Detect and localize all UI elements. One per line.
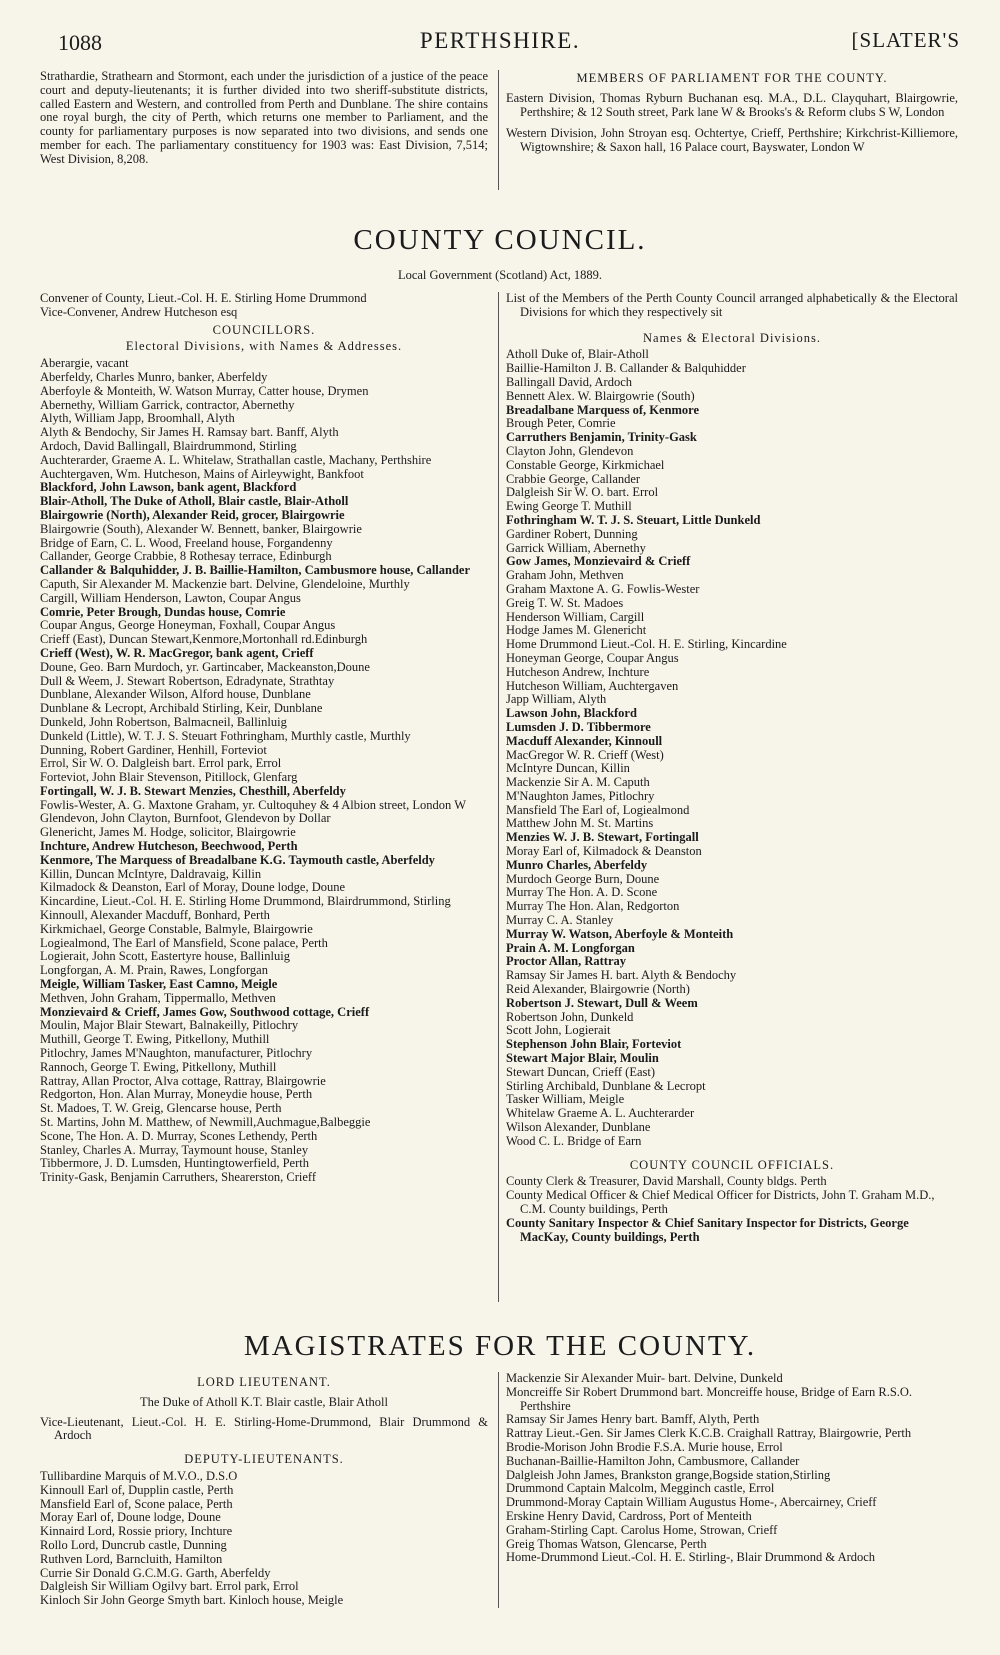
division-entry: Trinity-Gask, Benjamin Carruthers, Shearerston, Crieff bbox=[40, 1170, 316, 1185]
member-entry: Macduff Alexander, Kinnoull bbox=[506, 733, 663, 748]
deputy-entry: Brodie-Morison John Brodie F.S.A. Murie house, Errol bbox=[506, 1439, 783, 1454]
division-entry: Auchterarder, Graeme A. L. Whitelaw, Strathallan castle, Machany, Perthshire bbox=[40, 452, 432, 467]
member-entry: Murray The Hon. Alan, Redgorton bbox=[506, 899, 680, 914]
deputy-entry: Greig Thomas Watson, Glencarse, Perth bbox=[506, 1536, 707, 1551]
member-entry: Constable George, Kirkmichael bbox=[506, 457, 665, 472]
division-entry: Moulin, Major Blair Stewart, Balnakeilly, Pitlochry bbox=[40, 1018, 299, 1033]
division-entry: Dull & Weem, J. Stewart Robertson, Edradynate, Strathtay bbox=[40, 673, 335, 688]
division-entry: Kinnoull, Alexander Macduff, Bonhard, Perth bbox=[40, 908, 270, 923]
member-entry: Wilson Alexander, Dunblane bbox=[506, 1120, 651, 1135]
division-entry: Stanley, Charles A. Murray, Taymount house, Stanley bbox=[40, 1142, 309, 1157]
electoral-divisions-list bbox=[40, 357, 488, 1185]
division-entry: Alyth, William Japp, Broomhall, Alyth bbox=[40, 411, 235, 426]
member-entry: Moray Earl of, Kilmadock & Deanston bbox=[506, 844, 702, 859]
deputy-entry: Drummond Captain Malcolm, Megginch castle, Errol bbox=[506, 1481, 775, 1496]
names-heading: Names & Electoral Divisions. bbox=[643, 330, 821, 345]
division-entry: Aberfeldy, Charles Munro, banker, Aberfeldy bbox=[40, 369, 268, 384]
division-entry: Dunkeld, John Robertson, Balmacneil, Ballinluig bbox=[40, 714, 287, 729]
division-entry: Logiealmond, The Earl of Mansfield, Scone palace, Perth bbox=[40, 935, 328, 950]
division-entry: Aberfoyle & Monteith, W. Watson Murray, Catter house, Drymen bbox=[40, 383, 369, 398]
member-entry: Carruthers Benjamin, Trinity-Gask bbox=[506, 430, 697, 445]
division-entry: Alyth & Bendochy, Sir James H. Ramsay bart. Banff, Alyth bbox=[40, 425, 339, 440]
deputy-entry: Currie Sir Donald G.C.M.G. Garth, Aberfeldy bbox=[40, 1565, 271, 1580]
division-entry: Pitlochry, James M'Naughton, manufacturer, Pitlochry bbox=[40, 1046, 313, 1061]
member-entry: Mackenzie Sir A. M. Caputh bbox=[506, 775, 650, 790]
division-entry: Blair-Atholl, The Duke of Atholl, Blair castle, Blair-Atholl bbox=[40, 494, 349, 509]
convener: Convener of County, Lieut.-Col. H. E. Stirling Home Drummond bbox=[40, 291, 367, 305]
member-entry: Honeyman George, Coupar Angus bbox=[506, 650, 679, 665]
member-entry: Stirling Archibald, Dunblane & Lecropt bbox=[506, 1078, 706, 1093]
deputy-entry: Home-Drummond Lieut.-Col. H. E. Stirling-, Blair Drummond & Ardoch bbox=[506, 1550, 876, 1565]
deputy-entry: Moray Earl of, Doune lodge, Doune bbox=[40, 1510, 221, 1525]
member-entry: Munro Charles, Aberfeldy bbox=[506, 857, 648, 872]
division-entry: Inchture, Andrew Hutcheson, Beechwood, Perth bbox=[40, 839, 298, 854]
council-right-column bbox=[506, 292, 958, 1244]
deputy-entry: Dalgleish John James, Brankston grange,Bogside station,Stirling bbox=[506, 1467, 831, 1482]
member-entry: Graham John, Methven bbox=[506, 568, 624, 583]
official-entry: County Clerk & Treasurer, David Marshall, County bldgs. Perth bbox=[506, 1174, 827, 1189]
magistrates-right-column bbox=[506, 1372, 958, 1565]
member-entry: Mansfield The Earl of, Logiealmond bbox=[506, 802, 690, 817]
division-entry: Methven, John Graham, Tippermallo, Methven bbox=[40, 990, 276, 1005]
intro-text: Strathardie, Strathearn and Stormont, each under the jurisdiction of a justice of the peace court and deputy-lieutenants; it is further divided into two sheriff-substitute districts, called Eastern and Western, and controlled from Perth and Dunblane. The shire contains one royal burgh, the city of Perth, which returns one member to Parliament, and the county for parliamentary purposes is now separated into two divisions, and sends one member for each. The parliamentary constituency for 1903 was: East Division, 7,514; West Division, 8,208. bbox=[40, 69, 488, 166]
magistrates-title: MAGISTRATES FOR THE COUNTY. bbox=[243, 1330, 757, 1362]
division-entry: Meigle, William Tasker, East Camno, Meigle bbox=[40, 977, 278, 992]
member-entry: Dalgleish Sir W. O. bart. Errol bbox=[506, 485, 659, 500]
division-entry: Crieff (West), W. R. MacGregor, bank agent, Crieff bbox=[40, 645, 314, 660]
official-entry: County Sanitary Inspector & Chief Sanitary Inspector for Districts, George MacKay, County buildings, Perth bbox=[506, 1215, 909, 1244]
division-entry: St. Madoes, T. W. Greig, Glencarse house, Perth bbox=[40, 1101, 282, 1116]
division-entry: Coupar Angus, George Honeyman, Foxhall, Coupar Angus bbox=[40, 618, 336, 633]
division-entry: Kincardine, Lieut.-Col. H. E. Stirling Home Drummond, Blairdrummond, Stirling bbox=[40, 894, 451, 909]
column-divider bbox=[498, 1372, 499, 1608]
deputy-heading: DEPUTY-LIEUTENANTS. bbox=[184, 1452, 344, 1467]
division-entry: Glenericht, James M. Hodge, solicitor, Blairgowrie bbox=[40, 825, 296, 840]
division-entry: Monzievaird & Crieff, James Gow, Southwood cottage, Crieff bbox=[40, 1004, 370, 1019]
member-entry: Crabbie George, Callander bbox=[506, 471, 641, 486]
deputy-entry: Drummond-Moray Captain William Augustus Home-, Abercairney, Crieff bbox=[506, 1495, 877, 1510]
members-list-intro: List of the Members of the Perth County Council arranged alphabetically & the Electoral Divisions for which they respectively sit bbox=[506, 291, 958, 319]
division-entry: Kirkmichael, George Constable, Balmyle, Blairgowrie bbox=[40, 921, 313, 936]
council-left-column bbox=[40, 292, 488, 1185]
division-entry: Tibbermore, J. D. Lumsden, Huntingtowerfield, Perth bbox=[40, 1156, 309, 1171]
member-entry: Robertson J. Stewart, Dull & Weem bbox=[506, 995, 698, 1010]
divisions-heading: Electoral Divisions, with Names & Addresses. bbox=[125, 339, 403, 354]
division-entry: Doune, Geo. Barn Murdoch, yr. Gartincaber, Mackeanston,Doune bbox=[40, 659, 370, 674]
division-entry: Fortingall, W. J. B. Stewart Menzies, Chesthill, Aberfeldy bbox=[40, 783, 346, 798]
member-entry: Baillie-Hamilton J. B. Callander & Balquhidder bbox=[506, 361, 746, 376]
deputy-entry: Dalgleish Sir William Ogilvy bart. Errol park, Errol bbox=[40, 1579, 299, 1594]
division-entry: Dunkeld (Little), W. T. J. S. Steuart Fothringham, Murthly castle, Murthly bbox=[40, 728, 411, 743]
member-entry: Robertson John, Dunkeld bbox=[506, 1009, 634, 1024]
division-entry: Forteviot, John Blair Stevenson, Pitillock, Glenfarg bbox=[40, 770, 298, 785]
mps-heading: MEMBERS OF PARLIAMENT FOR THE COUNTY. bbox=[576, 71, 888, 85]
division-entry: Errol, Sir W. O. Dalgleish bart. Errol park, Errol bbox=[40, 756, 282, 771]
member-entry: Garrick William, Abernethy bbox=[506, 540, 646, 555]
member-entry: Matthew John M. St. Martins bbox=[506, 816, 654, 831]
member-entry: Brough Peter, Comrie bbox=[506, 416, 616, 431]
deputy-entry: Ramsay Sir James Henry bart. Bamff, Alyth, Perth bbox=[506, 1412, 760, 1427]
deputies-left-list bbox=[40, 1470, 488, 1608]
column-divider bbox=[498, 292, 499, 1302]
division-entry: Rattray, Allan Proctor, Alva cottage, Rattray, Blairgowrie bbox=[40, 1073, 326, 1088]
member-entry: Lumsden J. D. Tibbermore bbox=[506, 719, 651, 734]
member-entry: Murdoch George Burn, Doune bbox=[506, 871, 660, 886]
vice-convener: Vice-Convener, Andrew Hutcheson esq bbox=[40, 304, 238, 319]
lord-lieutenant: The Duke of Atholl K.T. Blair castle, Blair Atholl bbox=[140, 1394, 388, 1409]
division-entry: Abernethy, William Garrick, contractor, Abernethy bbox=[40, 397, 295, 412]
deputy-entry: Tullibardine Marquis of M.V.O., D.S.O bbox=[40, 1468, 238, 1483]
deputy-entry: Rattray Lieut.-Gen. Sir James Clerk K.C.B. Craighall Rattray, Blairgowrie, Perth bbox=[506, 1426, 912, 1441]
member-entry: Henderson William, Cargill bbox=[506, 609, 645, 624]
page-header bbox=[40, 26, 960, 60]
member-entry: Wood C. L. Bridge of Earn bbox=[506, 1133, 642, 1148]
column-divider bbox=[498, 70, 499, 190]
member-entry: Scott John, Logierait bbox=[506, 1023, 611, 1038]
member-entry: Gow James, Monzievaird & Crieff bbox=[506, 554, 691, 569]
division-entry: Muthill, George T. Ewing, Pitkellony, Muthill bbox=[40, 1032, 270, 1047]
member-entry: Bennett Alex. W. Blairgowrie (South) bbox=[506, 388, 695, 403]
members-of-parliament bbox=[506, 68, 958, 155]
deputy-entry: Erskine Henry David, Cardross, Port of Menteith bbox=[506, 1508, 752, 1523]
deputy-entry: Mackenzie Sir Alexander Muir- bart. Delvine, Dunkeld bbox=[506, 1371, 783, 1385]
member-entry: Greig T. W. St. Madoes bbox=[506, 595, 624, 610]
division-entry: Aberargie, vacant bbox=[40, 356, 129, 371]
intro-paragraph bbox=[40, 70, 488, 167]
division-entry: Logierait, John Scott, Eastertyre house, Ballinluig bbox=[40, 949, 290, 964]
division-entry: Fowlis-Wester, A. G. Maxtone Graham, yr. Cultoquhey & 4 Albion street, London W bbox=[40, 797, 466, 812]
division-entry: Crieff (East), Duncan Stewart,Kenmore,Mortonhall rd.Edinburgh bbox=[40, 632, 368, 647]
division-entry: Kenmore, The Marquess of Breadalbane K.G. Taymouth castle, Aberfeldy bbox=[40, 852, 435, 867]
member-entry: Gardiner Robert, Dunning bbox=[506, 526, 638, 541]
division-entry: Caputh, Sir Alexander M. Mackenzie bart. Delvine, Glendeloine, Murthly bbox=[40, 576, 410, 591]
member-entry: Murray W. Watson, Aberfoyle & Monteith bbox=[506, 926, 734, 941]
deputy-entry: Graham-Stirling Capt. Carolus Home, Strowan, Crieff bbox=[506, 1522, 778, 1537]
member-entry: Atholl Duke of, Blair-Atholl bbox=[506, 347, 649, 362]
act-reference: Local Government (Scotland) Act, 1889. bbox=[397, 268, 603, 282]
member-entry: MacGregor W. R. Crieff (West) bbox=[506, 747, 664, 762]
member-entry: Stephenson John Blair, Forteviot bbox=[506, 1037, 682, 1052]
deputy-entry: Mansfield Earl of, Scone palace, Perth bbox=[40, 1496, 233, 1511]
page-title: PERTHSHIRE. bbox=[419, 28, 581, 53]
deputy-entry: Ruthven Lord, Barncluith, Hamilton bbox=[40, 1551, 223, 1566]
member-entry: Hodge James M. Glenericht bbox=[506, 623, 647, 638]
member-entry: Fothringham W. T. J. S. Steuart, Little Dunkeld bbox=[506, 512, 761, 527]
member-entry: Hutcheson William, Auchtergaven bbox=[506, 678, 679, 693]
division-entry: Blackford, John Lawson, bank agent, Blackford bbox=[40, 480, 297, 495]
member-entry: Stewart Duncan, Crieff (East) bbox=[506, 1064, 656, 1079]
member-entry: Ewing George T. Muthill bbox=[506, 499, 632, 514]
magistrates-left-column bbox=[40, 1372, 488, 1608]
deputies-right-list bbox=[506, 1372, 958, 1565]
member-entry: Clayton John, Glendevon bbox=[506, 443, 634, 458]
member-entry: Whitelaw Graeme A. L. Auchterarder bbox=[506, 1106, 695, 1121]
member-entry: Breadalbane Marquess of, Kenmore bbox=[506, 402, 700, 417]
division-entry: Redgorton, Hon. Alan Murray, Moneydie house, Perth bbox=[40, 1087, 313, 1102]
division-entry: Rannoch, George T. Ewing, Pitkellony, Muthill bbox=[40, 1059, 277, 1074]
division-entry: Dunning, Robert Gardiner, Henhill, Forteviot bbox=[40, 742, 267, 757]
official-entry: County Medical Officer & Chief Medical Officer for Districts, John T. Graham M.D., C.M. County buildings, Perth bbox=[506, 1188, 935, 1216]
division-entry: Longforgan, A. M. Prain, Rawes, Longforgan bbox=[40, 963, 268, 978]
member-entry: Lawson John, Blackford bbox=[506, 706, 637, 721]
deputy-entry: Kinloch Sir John George Smyth bart. Kinloch house, Meigle bbox=[40, 1593, 344, 1608]
member-entry: Menzies W. J. B. Stewart, Fortingall bbox=[506, 830, 699, 845]
division-entry: Callander, George Crabbie, 8 Rothesay terrace, Edinburgh bbox=[40, 549, 332, 564]
county-council-title: COUNTY COUNCIL. bbox=[353, 224, 647, 256]
page-number: 1088 bbox=[58, 30, 102, 55]
member-entry: Murray C. A. Stanley bbox=[506, 913, 614, 928]
member-entry: Home Drummond Lieut.-Col. H. E. Stirling, Kincardine bbox=[506, 637, 787, 652]
member-entry: Reid Alexander, Blairgowrie (North) bbox=[506, 982, 690, 997]
councillors-heading: COUNCILLORS. bbox=[212, 322, 316, 337]
member-entry: Tasker William, Meigle bbox=[506, 1092, 625, 1107]
deputy-entry: Kinnaird Lord, Rossie priory, Inchture bbox=[40, 1524, 233, 1539]
division-entry: Dunblane, Alexander Wilson, Alford house, Dunblane bbox=[40, 687, 311, 702]
member-entry: Graham Maxtone A. G. Fowlis-Wester bbox=[506, 581, 700, 596]
division-entry: Scone, The Hon. A. D. Murray, Scones Lethendy, Perth bbox=[40, 1128, 318, 1143]
members-list bbox=[506, 348, 958, 1148]
vice-lieutenant: Vice-Lieutenant, Lieut.-Col. H. E. Stirling-Home-Drummond, Blair Drummond & Ardoch bbox=[40, 1414, 488, 1443]
mp-entry: Eastern Division, Thomas Ryburn Buchanan esq. M.A., D.L. Clayquhart, Blairgowrie, Perthshire; & 12 South street, Park lane W & Brooks's & Reform clubs S W, London bbox=[506, 90, 958, 119]
member-entry: Ballingall David, Ardoch bbox=[506, 374, 633, 389]
division-entry: Callander & Balquhidder, J. B. Baillie-Hamilton, Cambusmore house, Callander bbox=[40, 563, 471, 578]
division-entry: Glendevon, John Clayton, Burnfoot, Glendevon by Dollar bbox=[40, 811, 331, 826]
division-entry: Dunblane & Lecropt, Archibald Stirling, Keir, Dunblane bbox=[40, 701, 323, 716]
member-entry: Proctor Allan, Rattray bbox=[506, 954, 627, 969]
member-entry: Japp William, Alyth bbox=[506, 692, 607, 707]
member-entry: Stewart Major Blair, Moulin bbox=[506, 1051, 659, 1066]
division-entry: St. Martins, John M. Matthew, of Newmill,Auchmague,Balbeggie bbox=[40, 1115, 371, 1130]
division-entry: Blairgowrie (North), Alexander Reid, grocer, Blairgowrie bbox=[40, 507, 345, 522]
member-entry: Prain A. M. Longforgan bbox=[506, 940, 635, 955]
member-entry: Murray The Hon. A. D. Scone bbox=[506, 885, 658, 900]
division-entry: Cargill, William Henderson, Lawton, Coupar Angus bbox=[40, 590, 301, 605]
member-entry: McIntyre Duncan, Killin bbox=[506, 761, 630, 776]
division-entry: Ardoch, David Ballingall, Blairdrummond, Stirling bbox=[40, 438, 297, 453]
officials-list bbox=[506, 1175, 958, 1244]
publisher-mark: [SLATER'S bbox=[851, 28, 960, 52]
member-entry: Ramsay Sir James H. bart. Alyth & Bendochy bbox=[506, 968, 737, 983]
member-entry: Hutcheson Andrew, Inchture bbox=[506, 664, 650, 679]
deputy-entry: Buchanan-Baillie-Hamilton John, Cambusmore, Callander bbox=[506, 1453, 800, 1468]
mp-entry: Western Division, John Stroyan esq. Ochtertye, Crieff, Perthshire; Kirkchrist-Killiemore, Wigtownshire; & Saxon hall, 16 Palace court, Bayswater, London W bbox=[506, 126, 958, 155]
division-entry: Blairgowrie (South), Alexander W. Bennett, banker, Blairgowrie bbox=[40, 521, 362, 536]
officials-heading: COUNTY COUNCIL OFFICIALS. bbox=[629, 1157, 835, 1172]
division-entry: Comrie, Peter Brough, Dundas house, Comrie bbox=[40, 604, 286, 619]
division-entry: Killin, Duncan McIntyre, Daldravaig, Killin bbox=[40, 866, 262, 881]
member-entry: M'Naughton James, Pitlochry bbox=[506, 788, 655, 803]
deputy-entry: Kinnoull Earl of, Dupplin castle, Perth bbox=[40, 1482, 234, 1497]
division-entry: Kilmadock & Deanston, Earl of Moray, Doune lodge, Doune bbox=[40, 880, 346, 895]
division-entry: Bridge of Earn, C. L. Wood, Freeland house, Forgandenny bbox=[40, 535, 333, 550]
deputy-entry: Moncreiffe Sir Robert Drummond bart. Moncreiffe house, Bridge of Earn R.S.O. Perthshire bbox=[506, 1384, 913, 1413]
deputy-entry: Rollo Lord, Duncrub castle, Dunning bbox=[40, 1537, 227, 1552]
lord-lieutenant-heading: LORD LIEUTENANT. bbox=[197, 1375, 331, 1389]
division-entry: Auchtergaven, Wm. Hutcheson, Mains of Airleywight, Bankfoot bbox=[40, 466, 364, 481]
